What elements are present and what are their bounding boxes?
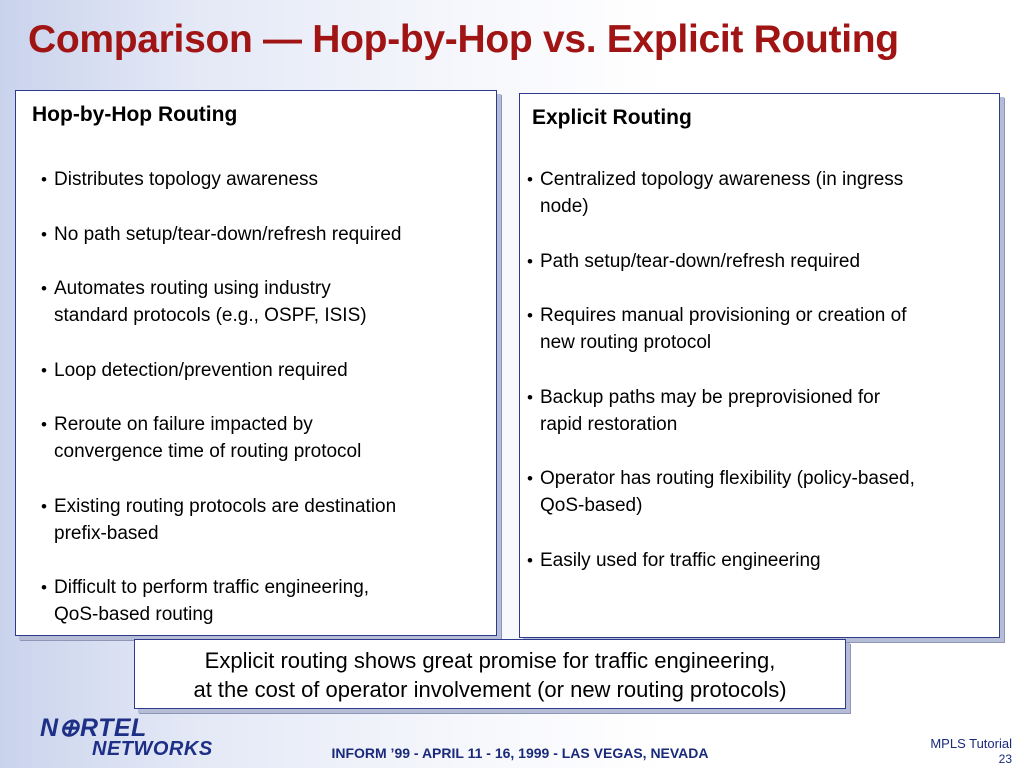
- explicit-routing-panel: [519, 93, 1000, 638]
- slide-title: Comparison — Hop-by-Hop vs. Explicit Routing: [28, 18, 899, 61]
- bullet-item: [41, 221, 491, 248]
- bullet-item: [41, 411, 491, 465]
- bullet-item: [527, 302, 997, 356]
- explicit-routing-heading: Explicit Routing: [532, 106, 692, 129]
- logo-wordmark-top: N⊕RTEL: [40, 714, 147, 742]
- nortel-networks-logo: [40, 713, 213, 763]
- summary-line-2: at the cost of operator involvement (or new routing protocols): [193, 677, 787, 702]
- bullet-line: • Requires manual provisioning or creation of: [540, 305, 907, 326]
- bullet-line: prefix-based: [54, 522, 159, 544]
- bullet-line: • Easily used for traffic engineering: [540, 549, 821, 571]
- logo-wordmark-bottom: NETWORKS: [92, 738, 213, 760]
- bullet-item: [527, 465, 997, 519]
- bullet-item: [527, 384, 997, 438]
- bullet-line: • Loop detection/prevention required: [54, 359, 348, 381]
- hop-by-hop-heading: Hop-by-Hop Routing: [32, 103, 238, 126]
- bullet-line: • Path setup/tear-down/refresh required: [540, 250, 861, 272]
- bullet-item: [41, 275, 491, 329]
- bullet-line: • Centralized topology awareness (in ingress: [540, 169, 904, 190]
- bullet-item: [41, 357, 491, 384]
- bullet-item: [41, 493, 491, 547]
- bullet-line: • Distributes topology awareness: [54, 169, 319, 190]
- tutorial-label: MPLS Tutorial: [930, 736, 1012, 751]
- bullet-line: node): [540, 196, 589, 217]
- bullet-line: • Operator has routing flexibility (policy-based,: [540, 468, 915, 489]
- hop-by-hop-panel: [15, 90, 497, 636]
- bullet-line: new routing protocol: [540, 332, 712, 353]
- bullet-line: • Automates routing using industry: [54, 278, 331, 299]
- bullet-line: QoS-based): [540, 495, 643, 516]
- bullet-line: rapid restoration: [540, 413, 678, 435]
- explicit-routing-bullet-list: [527, 166, 997, 601]
- bullet-line: • Existing routing protocols are destination: [54, 495, 397, 517]
- bullet-line: convergence time of routing protocol: [54, 441, 362, 462]
- bullet-item: [527, 547, 997, 574]
- bullet-item: [527, 248, 997, 275]
- event-footer: INFORM ’99 - APRIL 11 - 16, 1999 - LAS VEGAS, NEVADA: [331, 745, 709, 761]
- bullet-line: • Difficult to perform traffic engineering,: [54, 577, 370, 598]
- bullet-line: QoS-based routing: [54, 604, 214, 625]
- bullet-line: • Backup paths may be preprovisioned for: [540, 386, 881, 408]
- bullet-line: • Reroute on failure impacted by: [54, 414, 313, 435]
- bullet-line: • No path setup/tear-down/refresh required: [54, 223, 402, 245]
- bullet-item: [41, 166, 491, 193]
- summary-callout: [134, 639, 846, 709]
- summary-line-1: Explicit routing shows great promise for traffic engineering,: [204, 648, 776, 673]
- page-number: 23: [998, 752, 1012, 766]
- bullet-item: [41, 574, 491, 628]
- hop-by-hop-bullet-list: [41, 166, 491, 656]
- bullet-line: standard protocols (e.g., OSPF, ISIS): [54, 305, 367, 326]
- bullet-item: [527, 166, 997, 220]
